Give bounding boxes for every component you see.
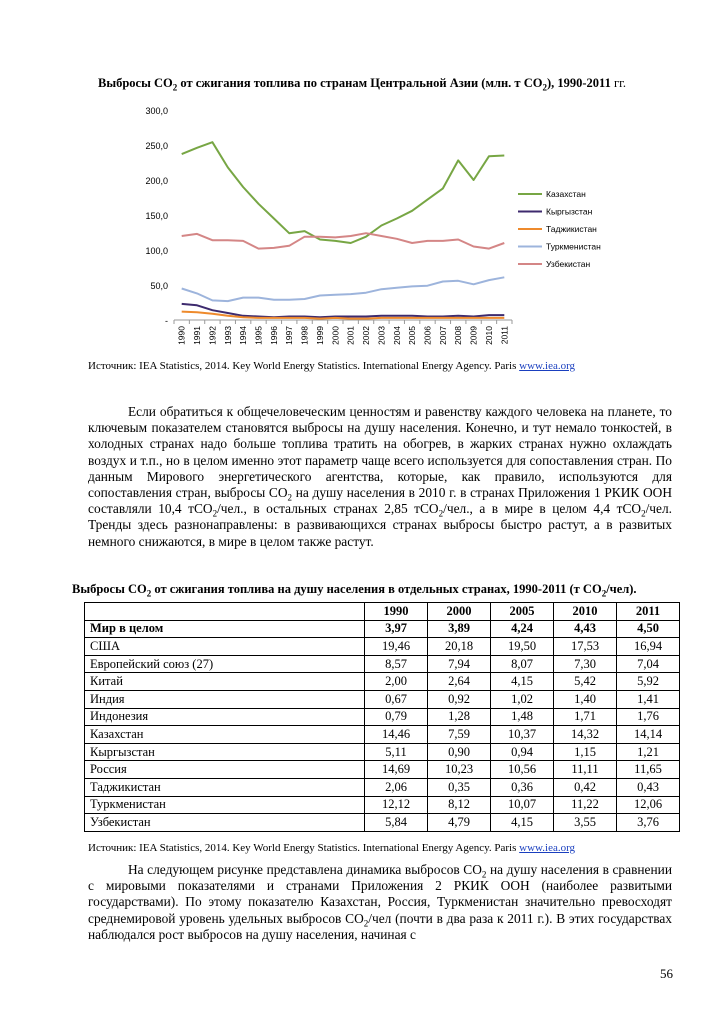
value-cell: 12,12 <box>365 796 428 814</box>
value-cell: 0,67 <box>365 690 428 708</box>
value-cell: 3,89 <box>428 620 491 638</box>
country-cell: Индонезия <box>85 708 365 726</box>
paragraph-dynamics: На следующем рисунке представлена динамика выбросов $CO_2$ на душу населения в сравнении с мировыми показателями и странами Приложения 2 РКИК ООН (наиболее развитыми государствами). По этому показателю Казахстан, Россия, Туркменистан значительно превосходят среднемировой уровень удельных выбросов $CO_2$/чел (почти в два раза к 2011 г.). В этих государствах наблюдался рост выбросов на душу населения, начиная с <box>88 862 672 942</box>
value-cell: 0,92 <box>428 690 491 708</box>
table-source: Источник: IEA Statistics, 2014. Key World Energy Statistics. International Energy Agency. Paris www.iea.org <box>88 842 576 854</box>
country-cell: Россия <box>85 761 365 779</box>
value-cell: 11,65 <box>617 761 680 779</box>
table-row <box>85 638 680 656</box>
x-tick-label: 2007 <box>437 326 448 345</box>
chart-caption: Выбросы $CO_2$ от сжигания топлива по странам Центральной Азии (млн. т $CO_2$), 1990-2011 гг. <box>98 76 626 93</box>
value-cell: 0,90 <box>428 743 491 761</box>
value-cell: 19,46 <box>365 638 428 656</box>
x-tick-label: 2001 <box>345 326 356 345</box>
table-row <box>85 761 680 779</box>
series-line-4 <box>182 277 505 301</box>
value-cell: 8,12 <box>428 796 491 814</box>
x-tick-label: 2003 <box>376 326 387 345</box>
value-cell: 0,36 <box>491 778 554 796</box>
x-tick-label: 2006 <box>422 326 433 345</box>
series-line-5 <box>182 233 505 248</box>
y-tick-label: 200,0 <box>145 176 168 186</box>
y-tick-label: 50,0 <box>150 281 168 291</box>
year-header: 2010 <box>554 603 617 621</box>
value-cell: 5,11 <box>365 743 428 761</box>
year-header: 2000 <box>428 603 491 621</box>
x-tick-label: 1996 <box>268 326 279 345</box>
legend-label: Туркменистан <box>546 241 601 252</box>
x-tick-label: 2009 <box>468 326 479 345</box>
value-cell: 4,50 <box>617 620 680 638</box>
value-cell: 1,21 <box>617 743 680 761</box>
x-tick-label: 1994 <box>238 326 249 345</box>
value-cell: 7,04 <box>617 655 680 673</box>
x-tick-label: 2004 <box>391 326 402 345</box>
value-cell: 5,42 <box>554 673 617 691</box>
country-cell: Мир в целом <box>85 620 365 638</box>
legend-label: Таджикистан <box>546 224 597 234</box>
x-tick-label: 2010 <box>483 326 494 345</box>
series-line-1 <box>182 142 505 243</box>
country-cell: Индия <box>85 690 365 708</box>
table-header-row <box>85 603 680 621</box>
value-cell: 1,48 <box>491 708 554 726</box>
value-cell: 1,71 <box>554 708 617 726</box>
table-caption: Выбросы $CO_2$ от сжигания топлива на душу населения в отдельных странах, 1990-2011 (т $CO_2/чел$). <box>72 582 637 599</box>
value-cell: 11,22 <box>554 796 617 814</box>
country-cell: Туркменистан <box>85 796 365 814</box>
value-cell: 7,94 <box>428 655 491 673</box>
x-tick-label: 1991 <box>192 326 203 345</box>
x-tick-label: 1993 <box>222 326 233 345</box>
x-tick-label: 1995 <box>253 326 264 345</box>
value-cell: 2,64 <box>428 673 491 691</box>
value-cell: 0,79 <box>365 708 428 726</box>
value-cell: 0,35 <box>428 778 491 796</box>
country-cell: Кыргызстан <box>85 743 365 761</box>
value-cell: 4,15 <box>491 814 554 832</box>
value-cell: 19,50 <box>491 638 554 656</box>
value-cell: 4,43 <box>554 620 617 638</box>
value-cell: 8,07 <box>491 655 554 673</box>
legend-label: Казахстан <box>546 189 586 199</box>
value-cell: 1,76 <box>617 708 680 726</box>
year-header: 2005 <box>491 603 554 621</box>
value-cell: 5,92 <box>617 673 680 691</box>
value-cell: 10,56 <box>491 761 554 779</box>
value-cell: 1,02 <box>491 690 554 708</box>
table-row <box>85 690 680 708</box>
value-cell: 3,97 <box>365 620 428 638</box>
table-row <box>85 778 680 796</box>
table-row <box>85 726 680 744</box>
table-row <box>85 708 680 726</box>
x-tick-label: 2000 <box>330 326 341 345</box>
country-cell: Китай <box>85 673 365 691</box>
value-cell: 4,24 <box>491 620 554 638</box>
table-row <box>85 814 680 832</box>
year-header: 2011 <box>617 603 680 621</box>
emissions-table <box>84 602 680 832</box>
iea-link[interactable]: www.iea.org <box>519 360 576 372</box>
x-tick-label: 1999 <box>314 326 325 345</box>
value-cell: 14,32 <box>554 726 617 744</box>
legend-label: Кыргызстан <box>546 206 593 217</box>
x-tick-label: 2011 <box>499 326 510 345</box>
value-cell: 1,28 <box>428 708 491 726</box>
value-cell: 20,18 <box>428 638 491 656</box>
value-cell: 3,55 <box>554 814 617 832</box>
country-cell: Узбекистан <box>85 814 365 832</box>
legend-label: Узбекистан <box>546 259 591 269</box>
x-tick-label: 2002 <box>361 326 372 345</box>
value-cell: 7,59 <box>428 726 491 744</box>
value-cell: 0,94 <box>491 743 554 761</box>
y-tick-label: - <box>165 316 168 326</box>
value-cell: 2,00 <box>365 673 428 691</box>
value-cell: 3,76 <box>617 814 680 832</box>
value-cell: 4,79 <box>428 814 491 832</box>
country-cell: США <box>85 638 365 656</box>
header-blank-cell <box>85 603 365 621</box>
value-cell: 0,43 <box>617 778 680 796</box>
value-cell: 14,14 <box>617 726 680 744</box>
paragraph-per-capita: Если обратиться к общечеловеческим ценностям и равенству каждого человека на планете, то ключевым показателем становятся выбросы на душу населения. Конечно, и тут немало тонкостей, в холодных странах надо больше топлива тратить на обогрев, в жарких странах нужно охлаждать воздух и т.п., но в целом именно этот параметр чаще всего используется для сопоставления стран. По данным Мирового энергетического агентства, которые, как правило, используются для сопоставления стран, выбросы $CO_2$ на душу населения в 2010 г. в странах Приложения 1 РКИК ООН составляли 10,4 тCO$_2$/чел., в остальных странах 2,85 тCO$_2$/чел., а в мире в целом 4,4 тCO$_2$/чел. Тренды здесь разнонаправлены: в развивающихся странах выбросы быстро растут, а в развитых немного снижаются, в мире в целом также растут. <box>88 404 672 549</box>
year-header: 1990 <box>365 603 428 621</box>
value-cell: 11,11 <box>554 761 617 779</box>
chart-source: Источник: IEA Statistics, 2014. Key World Energy Statistics. International Energy Agency. Paris www.iea.org <box>88 360 576 372</box>
page-number: 56 <box>660 966 673 981</box>
value-cell: 10,37 <box>491 726 554 744</box>
table-row <box>85 743 680 761</box>
value-cell: 14,69 <box>365 761 428 779</box>
y-tick-label: 300,0 <box>145 106 168 116</box>
value-cell: 5,84 <box>365 814 428 832</box>
y-tick-label: 250,0 <box>145 141 168 151</box>
x-tick-label: 1992 <box>207 326 218 345</box>
value-cell: 0,42 <box>554 778 617 796</box>
table-row <box>85 673 680 691</box>
x-tick-label: 1990 <box>176 326 187 345</box>
x-tick-label: 1997 <box>284 326 295 345</box>
value-cell: 17,53 <box>554 638 617 656</box>
table-row <box>85 655 680 673</box>
value-cell: 10,23 <box>428 761 491 779</box>
value-cell: 1,40 <box>554 690 617 708</box>
table-row <box>85 796 680 814</box>
country-cell: Казахстан <box>85 726 365 744</box>
iea-link[interactable]: www.iea.org <box>519 842 576 854</box>
co2-line-chart <box>108 98 628 350</box>
country-cell: Европейский союз (27) <box>85 655 365 673</box>
value-cell: 1,15 <box>554 743 617 761</box>
table-row <box>85 620 680 638</box>
x-tick-label: 1998 <box>299 326 310 345</box>
y-tick-label: 100,0 <box>145 246 168 256</box>
x-tick-label: 2008 <box>453 326 464 345</box>
x-tick-label: 2005 <box>407 326 418 345</box>
value-cell: 4,15 <box>491 673 554 691</box>
value-cell: 10,07 <box>491 796 554 814</box>
value-cell: 1,41 <box>617 690 680 708</box>
y-tick-label: 150,0 <box>145 211 168 221</box>
value-cell: 12,06 <box>617 796 680 814</box>
value-cell: 14,46 <box>365 726 428 744</box>
value-cell: 16,94 <box>617 638 680 656</box>
value-cell: 8,57 <box>365 655 428 673</box>
value-cell: 2,06 <box>365 778 428 796</box>
value-cell: 7,30 <box>554 655 617 673</box>
country-cell: Таджикистан <box>85 778 365 796</box>
